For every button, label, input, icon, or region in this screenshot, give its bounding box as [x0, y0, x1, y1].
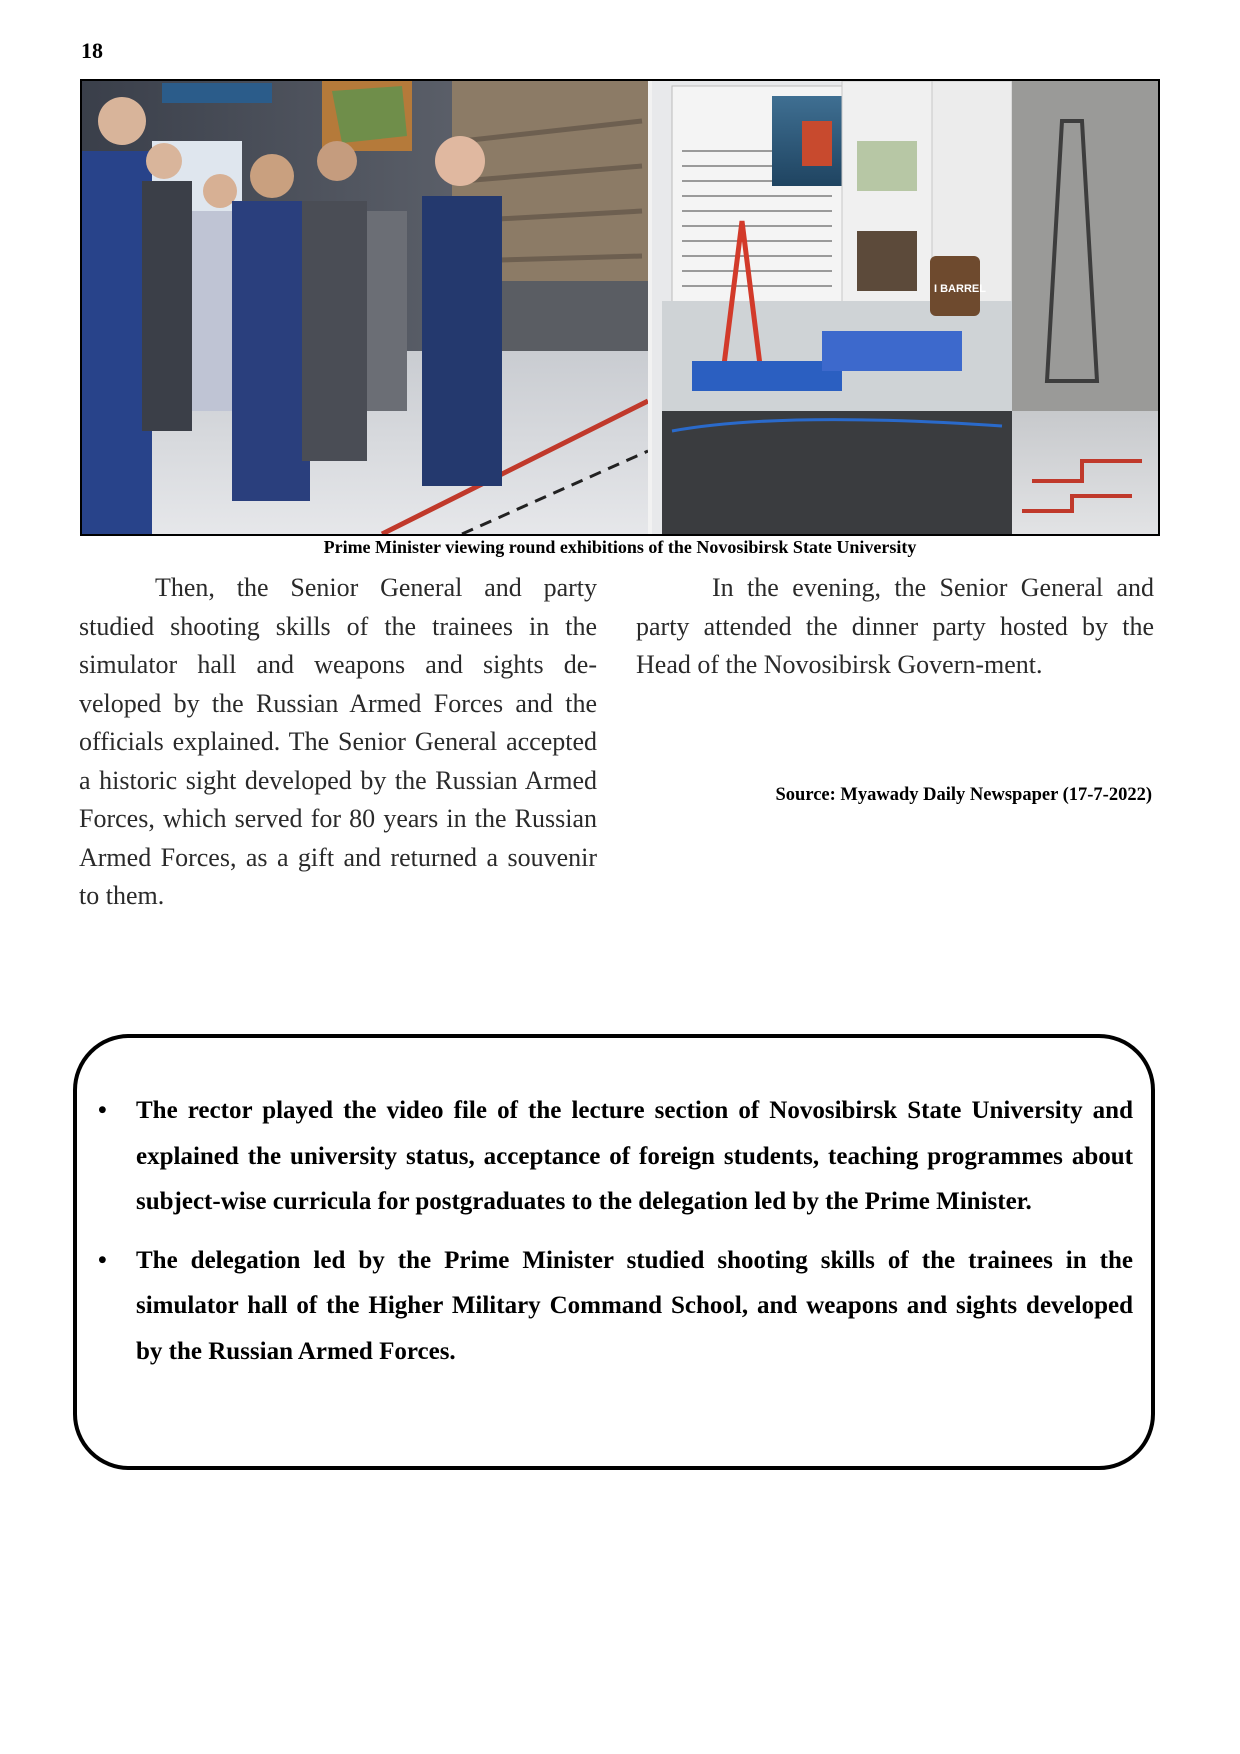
oil-derrick-mural: [1012, 81, 1158, 411]
list-item: [93, 1238, 1133, 1375]
list-item-text: The delegation led by the Prime Minister studied shooting skills of the trainees in the simulator hall of the Higher Military Command School, and weapons and sights developed by the Russian Armed Forces.: [136, 1246, 1133, 1365]
left-column: [79, 569, 597, 916]
ceiling-screen: [162, 83, 272, 103]
exhibition-photo: [80, 79, 1160, 536]
highlight-list: [93, 1088, 1133, 1387]
bullet-icon: •: [98, 1097, 107, 1124]
right-paragraph: In the evening, the Senior General and party attended the dinner party hosted by the Head of the Novosibirsk Govern-ment.: [636, 573, 1154, 679]
right-column: [636, 569, 1154, 685]
photo-caption: Prime Minister viewing round exhibitions of the Novosibirsk State University: [323, 537, 917, 557]
right-floor: [1012, 411, 1158, 534]
mineral-display: [492, 281, 648, 351]
page-number: 18: [81, 38, 103, 63]
list-item-text: The rector played the video file of the lecture section of Novosibirsk State University and explained the university status, acceptance of foreign students, teaching programmes about subject-wise curricula for postgraduates to the delegation led by the Prime Minister.: [136, 1097, 1133, 1215]
source-credit: Source: Myawady Daily Newspaper (17-7-2022): [775, 785, 1152, 805]
barrel-label: I BARREL: [934, 283, 986, 295]
list-item: [93, 1088, 1133, 1225]
left-paragraph: Then, the Senior General and party studied shooting skills of the trainees in the simulator hall and weapons and sights de-veloped by the Russian Armed Forces and the officials explained. The Senior General accepted a historic sight developed by the Russian Armed Forces, which served for 80 years in the Russian Armed Forces, as a gift and returned a souvenir to them.: [79, 573, 597, 910]
bullet-icon: •: [98, 1246, 107, 1274]
